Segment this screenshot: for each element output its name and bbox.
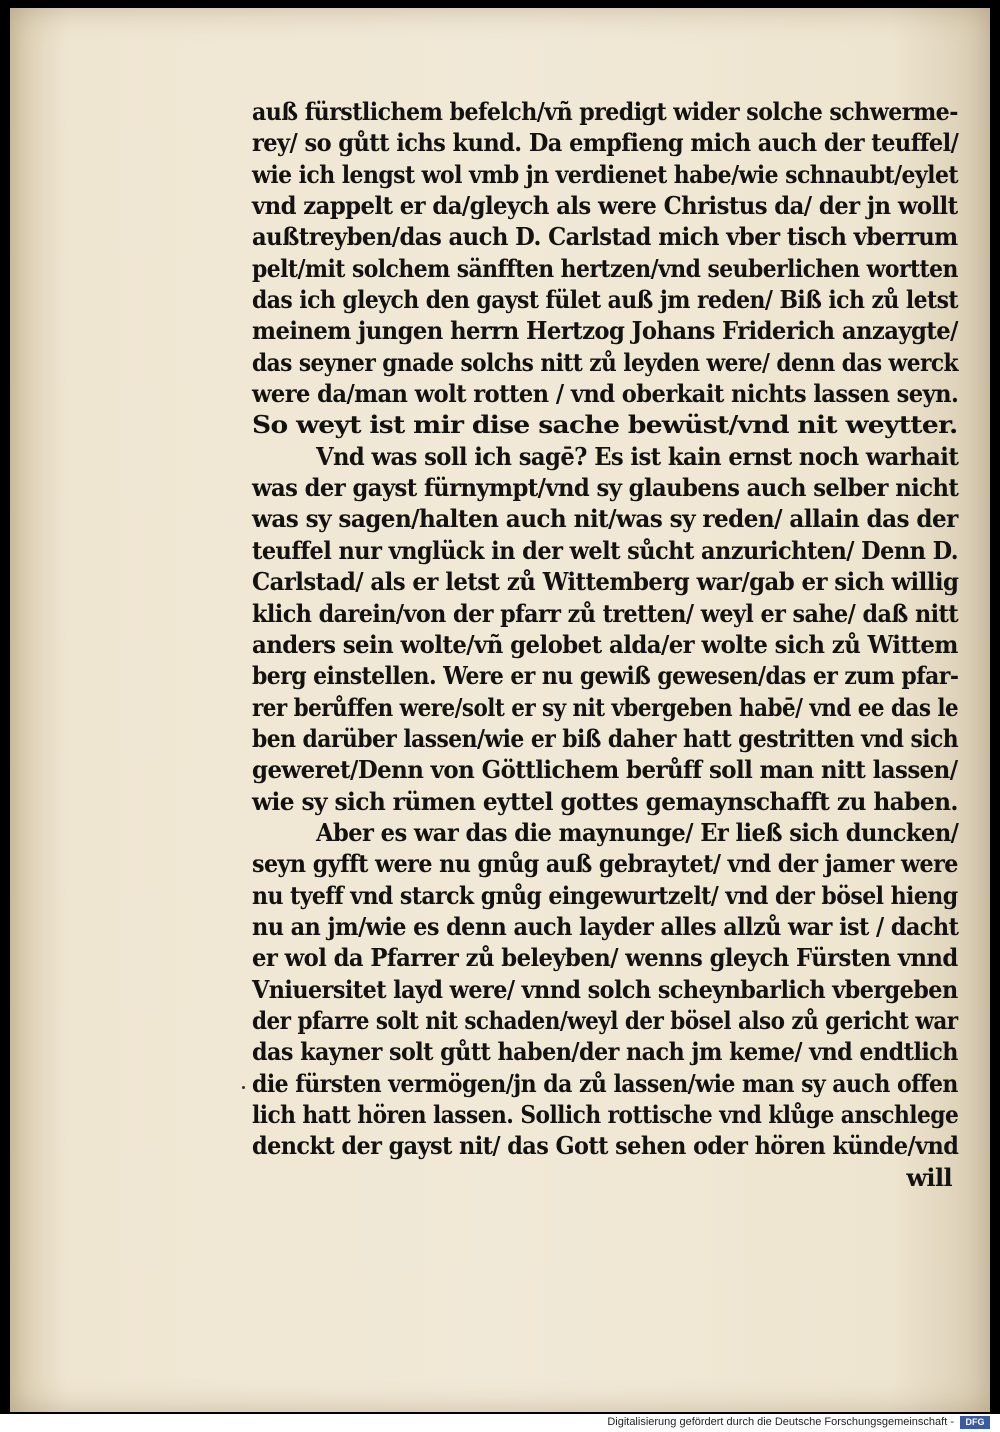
text-line: das kayner solt gůtt haben/der nach jm keme/ vnd endtlich [252,1037,958,1067]
text-line: geweret/Denn von Göttlichem berůff soll man nitt lassen/ [252,755,958,785]
text-line: rey/ so gůtt ichs kund. Da empfieng mich auch der teuffel/ [252,128,959,158]
text-line: nu an jm/wie es denn auch layder alles allzů war ist / dacht [252,911,959,941]
text-line: ben darüber lassen/wie er biß daher hatt gestritten vnd sich [252,723,959,753]
text-line: were da/man wolt rotten / vnd oberkait nichts lassen seyn. [252,379,959,409]
text-line: seyn gyfft were nu gnůg auß gebraytet/ vnd der jamer were [252,849,958,879]
text-line: wie ich lengst wol vmb jn verdienet habe/wie schnaubt/eylet [252,159,958,189]
text-line: berg einstellen. Were er nu gewiß gewesen/das er zum pfar- [252,661,959,691]
text-line: das seyner gnade solchs nitt zů leyden were/ denn das werck [252,347,958,377]
text-line: er wol da Pfarrer zů beleyben/ wenns gleych Fürsten vnnd [252,943,958,973]
text-line: Carlstad/ als er letst zů Wittemberg war/gab er sich willig [252,567,959,597]
text-line: Aber es war das die maynunge/ Er ließ sich duncken/ [316,817,959,847]
text-line: die fürsten vermögen/jn da zů lassen/wie man sy auch offen [252,1068,958,1098]
text-line: klich darein/von der pfarr zů tretten/ weyl er sahe/ daß nitt [252,598,958,628]
text-line: der pfarre solt nit schaden/weyl der bösel also zů gericht war [252,1005,958,1035]
text-line: denckt der gayst nit/ das Gott sehen oder hören künde/vnd [252,1131,959,1161]
page-text-block [252,96,958,1193]
ink-speck [242,1086,245,1089]
text-line: was sy sagen/halten auch nit/was sy reden/ allain das der [252,504,958,534]
catchword: will [906,1162,952,1192]
text-line: teuffel nur vnglück in der welt sůcht anzurichten/ Denn D. [252,535,959,565]
text-line: pelt/mit solchem sänfften hertzen/vnd seuberlichen wortten [252,253,958,283]
text-line: vnd zappelt er da/gleych als were Christus da/ der jn wollt [252,191,958,221]
text-line: das ich gleych den gayst fület auß jm reden/ Biß ich zů letst [252,285,958,315]
text-line: lich hatt hören lassen. Sollich rottische vnd klůge anschlege [252,1100,959,1129]
text-line: nu tyeff vnd starck gnůg eingewurtzelt/ vnd der bösel hieng [252,880,958,910]
text-line: Vniuersitet layd were/ vnnd solch scheynbarlich vbergeben [252,974,958,1004]
text-line: außtreyben/das auch D. Carlstad mich vber tisch vberrum [252,222,958,252]
text-line: was der gayst fürnympt/vnd sy glaubens auch selber nicht [252,473,959,503]
text-line: meinem jungen herrn Hertzog Johans Friderich anzaygte/ [252,316,958,346]
footer-bar [0,1414,1000,1432]
text-line: anders sein wolte/vñ gelobet alda/er wolte sich zů Wittem [252,629,958,659]
funding-credit: Digitalisierung gefördert durch die Deutsche Forschungsgemeinschaft - [607,1416,954,1428]
text-line: auß fürstlichem befelch/vñ predigt wider solche schwerme- [252,97,958,126]
text-line: Vnd was soll ich sagē? Es ist kain ernst noch warhait [316,441,959,471]
text-line: wie sy sich rümen eyttel gottes gemaynschafft zu haben. [252,786,958,816]
text-line: rer berůffen were/solt er sy nit vbergeben habē/ vnd ee das le [252,692,959,722]
dfg-logo: DFG [960,1416,990,1429]
text-line: So weyt ist mir dise sache bewüst/vnd nit weytter. [252,410,958,440]
